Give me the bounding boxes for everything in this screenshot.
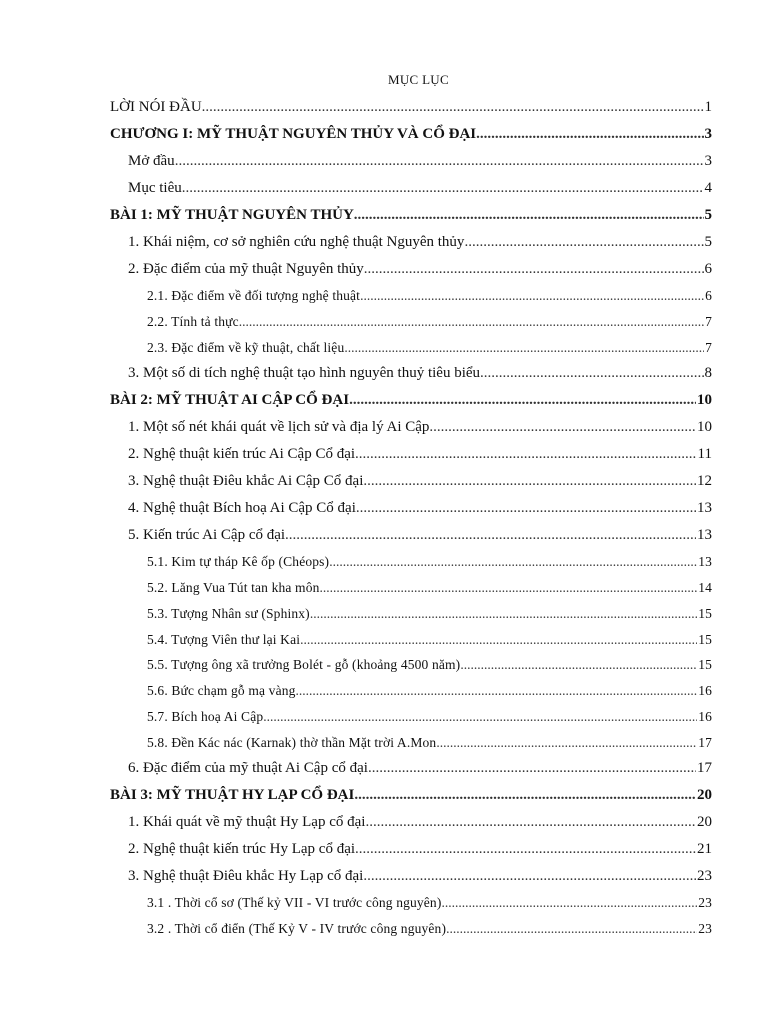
toc-entry xyxy=(110,809,712,836)
dot-leader xyxy=(363,468,696,495)
toc-entry xyxy=(110,678,712,704)
toc-entry-title: 3. Nghệ thuật Điêu khắc Hy Lạp cổ đại xyxy=(128,868,364,885)
toc-entry xyxy=(110,704,712,730)
toc-entry xyxy=(110,652,712,678)
toc-entry-title: BÀI 2: MỸ THUẬT AI CẬP CỔ ĐẠI xyxy=(110,392,350,409)
toc-entry xyxy=(110,549,712,575)
dot-leader xyxy=(296,678,698,704)
toc-page-number: 6 xyxy=(705,288,712,303)
toc-entry-title: 5. Kiến trúc Ai Cập cổ đại xyxy=(128,527,286,544)
toc-entry xyxy=(110,229,712,256)
toc-page-number: 15 xyxy=(698,631,712,647)
toc-entry-title: 1. Khái quát về mỹ thuật Hy Lạp cổ đại xyxy=(128,814,366,831)
toc-entry xyxy=(110,309,712,335)
toc-page-number: 20 xyxy=(697,814,712,831)
dot-leader xyxy=(476,121,703,148)
toc-page-number: 5 xyxy=(704,234,712,250)
toc-heading-entry xyxy=(110,782,712,809)
toc-entry-title: 5.6. Bức chạm gỗ mạ vàng xyxy=(147,683,296,698)
dot-leader xyxy=(263,704,697,730)
toc-page-number: 15 xyxy=(698,605,712,621)
toc-entry xyxy=(110,755,712,782)
dot-leader xyxy=(300,627,697,653)
dot-leader xyxy=(202,94,704,121)
toc-list xyxy=(110,94,712,942)
toc-entry xyxy=(110,283,712,309)
toc-entry xyxy=(110,890,712,916)
toc-entry-title: Mở đầu xyxy=(128,153,175,169)
dot-leader xyxy=(354,782,696,809)
dot-leader xyxy=(356,495,696,522)
dot-leader xyxy=(355,441,697,468)
dot-leader xyxy=(182,175,704,202)
dot-leader xyxy=(363,863,696,890)
toc-entry-title: 2. Nghệ thuật kiến trúc Ai Cập Cổ đại xyxy=(128,446,356,463)
dot-leader xyxy=(320,575,698,601)
toc-page-number: 10 xyxy=(697,419,712,436)
toc-entry-title: 5.2. Lăng Vua Tút tan kha môn xyxy=(147,580,320,595)
toc-entry xyxy=(110,863,712,890)
toc-entry-title: 2.3. Đặc điểm về kỹ thuật, chất liệu xyxy=(147,339,345,355)
toc-entry xyxy=(110,575,712,601)
toc-entry-title: Mục tiêu xyxy=(128,180,182,196)
toc-entry xyxy=(110,601,712,627)
toc-entry xyxy=(110,836,712,863)
toc-heading-entry xyxy=(110,121,712,148)
dot-leader xyxy=(285,522,696,549)
toc-entry-title: 1. Khái niệm, cơ sở nghiên cứu nghệ thuật Nguyên thủy xyxy=(128,234,465,250)
dot-leader xyxy=(239,309,704,335)
toc-entry-title: 2.2. Tính tả thực xyxy=(147,313,239,329)
toc-entry-title: 3.1 . Thời cổ sơ (Thế kỷ VII - VI trước công nguyên) xyxy=(147,895,442,911)
toc-entry-title: 6. Đặc điểm của mỹ thuật Ai Cập cổ đại xyxy=(128,760,368,777)
toc-page-number: 21 xyxy=(697,841,712,858)
toc-entry-title: 2. Đặc điểm của mỹ thuật Nguyên thủy xyxy=(128,261,364,277)
toc-page-number: 15 xyxy=(698,657,712,673)
toc-entry-title: 3. Một số di tích nghệ thuật tạo hình nguyên thuỷ tiêu biểu xyxy=(128,365,481,382)
toc-entry-title: 5.1. Kim tự tháp Kê ốp (Chéops) xyxy=(147,554,330,570)
toc-entry xyxy=(110,360,712,387)
toc-entry-title: CHƯƠNG I: MỸ THUẬT NGUYÊN THỦY VÀ CỔ ĐẠI xyxy=(110,126,477,142)
dot-leader xyxy=(460,652,697,678)
toc-page-number: 8 xyxy=(704,365,712,382)
toc-entry-title: 2.1. Đặc điểm về đối tượng nghệ thuật xyxy=(147,288,361,303)
toc-entry-title: 5.8. Đền Kác nác (Karnak) thờ thần Mặt trời A.Mon xyxy=(147,734,437,750)
toc-entry xyxy=(110,256,712,283)
toc-entry-title: 1. Một số nét khái quát về lịch sử và địa lý Ai Cập xyxy=(128,419,430,436)
toc-page-number: 16 xyxy=(698,683,712,698)
toc-entry-title: BÀI 3: MỸ THUẬT HY LẠP CỔ ĐẠI xyxy=(110,787,355,804)
toc-page-number: 1 xyxy=(704,99,712,115)
dot-leader xyxy=(349,387,696,414)
dot-leader xyxy=(441,890,697,916)
toc-entry xyxy=(110,175,712,202)
toc-page-number: 4 xyxy=(704,180,712,196)
dot-leader xyxy=(175,148,704,175)
toc-entry xyxy=(110,414,712,441)
dot-leader xyxy=(368,755,696,782)
dot-leader xyxy=(429,414,696,441)
toc-title: MỤC LỤC xyxy=(388,72,449,87)
dot-leader xyxy=(364,256,704,283)
toc-entry xyxy=(110,730,712,756)
toc-entry-title: BÀI 1: MỸ THUẬT NGUYÊN THỦY xyxy=(110,207,354,223)
toc-page-number: 11 xyxy=(697,446,712,463)
toc-page-number: 7 xyxy=(705,313,712,329)
toc-page-number: 23 xyxy=(697,868,712,885)
dot-leader xyxy=(365,809,696,836)
toc-entry-title: 4. Nghệ thuật Bích hoạ Ai Cập Cổ đại xyxy=(128,500,356,517)
toc-page-number: 17 xyxy=(697,760,712,777)
toc-entry xyxy=(110,441,712,468)
toc-page-number: 13 xyxy=(697,527,712,544)
toc-entry-title: LỜI NÓI ĐẦU xyxy=(110,99,202,115)
toc-page-number: 20 xyxy=(697,787,712,804)
dot-leader xyxy=(446,916,697,942)
toc-heading-entry xyxy=(110,202,712,229)
toc-page-number: 14 xyxy=(698,580,712,595)
toc-entry xyxy=(110,335,712,361)
toc-page-number: 3 xyxy=(704,126,712,142)
toc-entry-title: 2. Nghệ thuật kiến trúc Hy Lạp cổ đại xyxy=(128,841,356,858)
dot-leader xyxy=(480,360,703,387)
toc-entry-title: 3.2 . Thời cổ điển (Thế Kỷ V - IV trước công nguyên) xyxy=(147,921,447,936)
toc-entry xyxy=(110,468,712,495)
toc-page-number: 17 xyxy=(698,734,712,750)
dot-leader xyxy=(329,549,697,575)
toc-entry-title: 3. Nghệ thuật Điêu khắc Ai Cập Cổ đại xyxy=(128,473,364,490)
toc-heading-entry xyxy=(110,387,712,414)
dot-leader xyxy=(310,601,697,627)
toc-page-number: 7 xyxy=(705,339,712,355)
toc-entry xyxy=(110,916,712,942)
toc-entry-title: 5.7. Bích hoạ Ai Cập xyxy=(147,708,264,724)
toc-entry-title: 5.5. Tượng ông xã trưởng Bolét - gỗ (khoảng 4500 năm) xyxy=(147,657,461,673)
toc-entry xyxy=(110,495,712,522)
dot-leader xyxy=(344,335,704,361)
toc-entry xyxy=(110,627,712,653)
dot-leader xyxy=(355,836,696,863)
dot-leader xyxy=(354,202,704,229)
toc-page-number: 16 xyxy=(698,708,712,724)
toc-entry-title: 5.4. Tượng Viên thư lại Kai xyxy=(147,631,301,647)
toc-page-number: 5 xyxy=(704,207,712,223)
toc-page-number: 23 xyxy=(698,921,712,936)
toc-page-number: 12 xyxy=(697,473,712,490)
dot-leader xyxy=(360,283,704,309)
toc-entry xyxy=(110,522,712,549)
toc-entry xyxy=(110,94,712,121)
toc-entry xyxy=(110,148,712,175)
toc-page-number: 23 xyxy=(698,895,712,911)
dot-leader xyxy=(436,730,697,756)
toc-page-number: 10 xyxy=(697,392,712,409)
dot-leader xyxy=(464,229,703,256)
toc-page-number: 6 xyxy=(704,261,712,277)
toc-page-number: 13 xyxy=(697,500,712,517)
toc-page-number: 13 xyxy=(698,554,712,570)
toc-entry-title: 5.3. Tượng Nhân sư (Sphinx) xyxy=(147,605,310,621)
toc-page-number: 3 xyxy=(704,153,712,169)
